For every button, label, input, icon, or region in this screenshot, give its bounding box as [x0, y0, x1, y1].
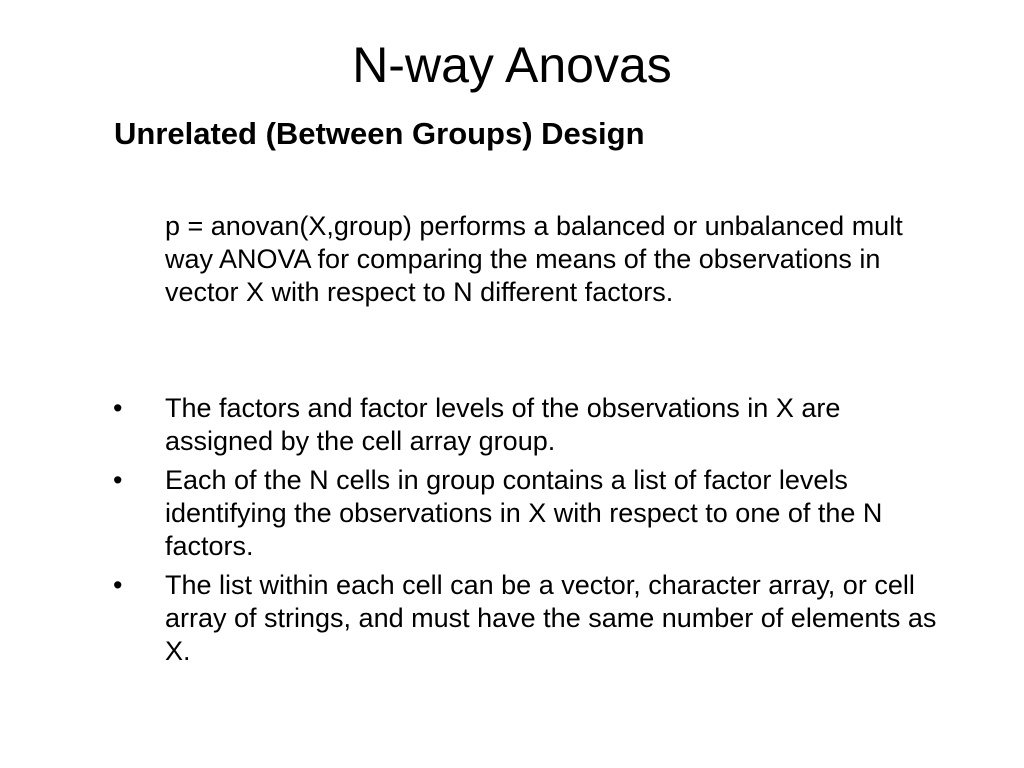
- bullet-list: [0, 392, 1024, 674]
- bullet-icon: •: [113, 465, 123, 495]
- bullet-text: The list within each cell can be a vector, character array, or cell array of strings, and must have the same number of elements as X.: [165, 570, 937, 666]
- bullet-item: [0, 569, 945, 668]
- bullet-icon: •: [113, 393, 123, 423]
- bullet-text: The factors and factor levels of the observations in X are assigned by the cell array group.: [165, 393, 841, 456]
- slide-title: N-way Anovas: [352, 37, 672, 93]
- bullet-item: [0, 392, 945, 458]
- intro-paragraph: p = anovan(X,group) performs a balanced or unbalanced mult way ANOVA for comparing the means of the observations in vector X with respect to N different factors.: [165, 211, 903, 307]
- bullet-item: [0, 464, 945, 563]
- bullet-icon: •: [113, 570, 123, 600]
- slide-subtitle: Unrelated (Between Groups) Design: [114, 116, 645, 151]
- bullet-text: Each of the N cells in group contains a list of factor levels identifying the observations in X with respect to one of the N factors.: [165, 465, 883, 561]
